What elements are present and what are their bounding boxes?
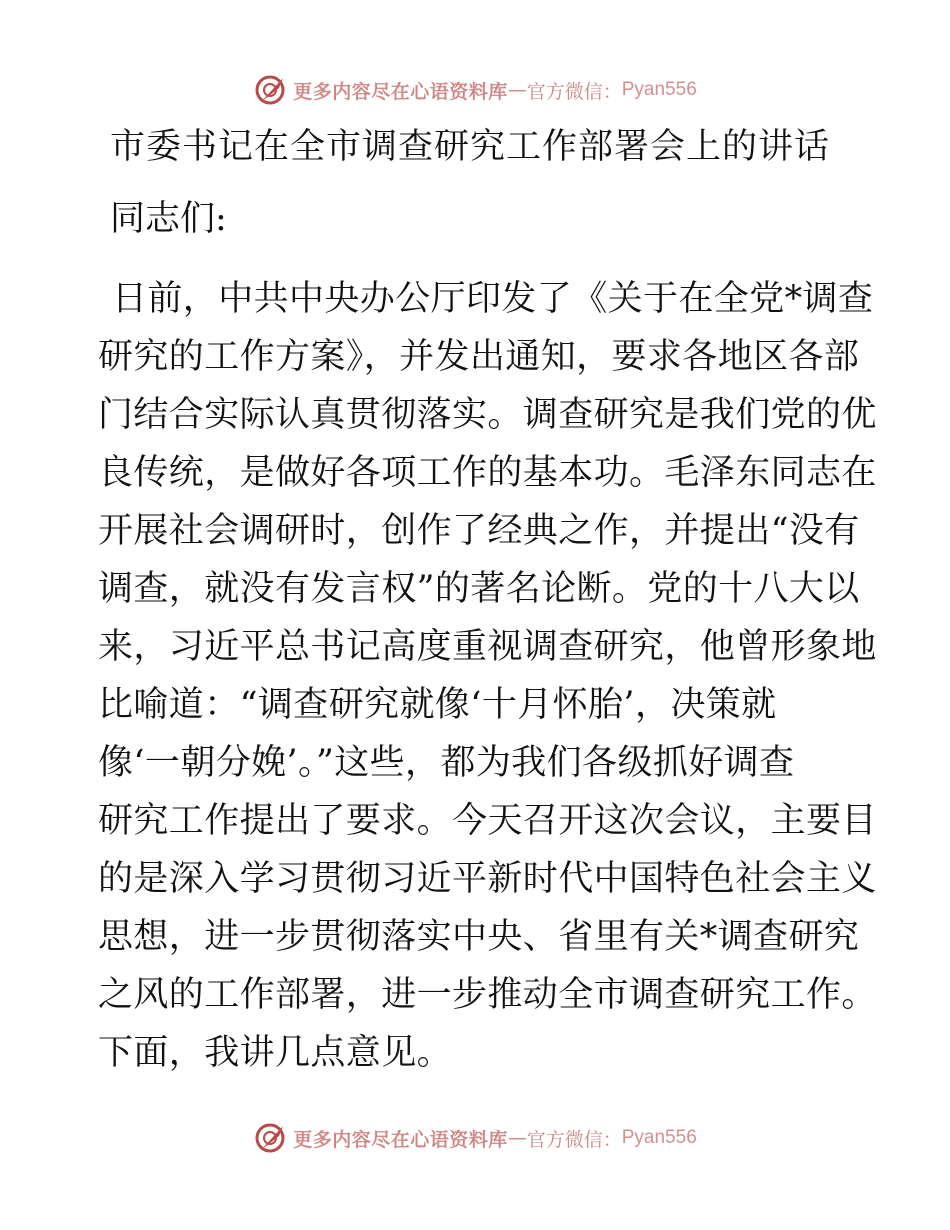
paragraph-line: 比喻道：“调查研究就像‘十月怀胎’，决策就 xyxy=(98,685,777,725)
watermark-brand-text: 更多内容尽在心语资料库 xyxy=(293,80,508,103)
quill-logo-icon xyxy=(253,72,289,108)
watermark-dash: — xyxy=(507,79,527,101)
paragraph-line: 研究工作提出了要求。今天召开这次会议，主要目 xyxy=(98,801,877,841)
watermark-wechat-label: 官方微信： xyxy=(526,80,622,103)
quill-logo-icon xyxy=(253,1120,289,1156)
paragraph-line: 日前，中共中央办公厅印发了《关于在全党*调查 xyxy=(112,279,874,319)
header-watermark xyxy=(0,70,950,110)
paragraph-line: 像‘一朝分娩’。”这些，都为我们各级抓好调查 xyxy=(98,743,795,783)
document-title: 市委书记在全市调查研究工作部署会上的讲话 xyxy=(110,127,831,167)
watermark-dash: — xyxy=(507,1127,527,1149)
paragraph-line: 研究的工作方案》，并发出通知，要求各地区各部 xyxy=(98,337,860,377)
paragraph-line: 思想，进一步贯彻落实中央、省里有关*调查研究 xyxy=(98,917,860,957)
body-paragraph xyxy=(98,270,877,1082)
watermark-wechat-id: Pyan556 xyxy=(621,1127,697,1148)
salutation: 同志们: xyxy=(110,199,227,239)
footer-watermark xyxy=(0,1118,950,1158)
paragraph-line: 良传统，是做好各项工作的基本功。毛泽东同志在 xyxy=(98,453,877,493)
watermark-wechat-id: Pyan556 xyxy=(621,79,697,100)
paragraph-line: 来，习近平总书记高度重视调查研究，他曾形象地 xyxy=(98,627,877,667)
paragraph-line: 门结合实际认真贯彻落实。调查研究是我们党的优 xyxy=(98,395,877,435)
watermark-brand-text: 更多内容尽在心语资料库 xyxy=(293,1128,508,1151)
paragraph-line: 之风的工作部署，进一步推动全市调查研究工作。 xyxy=(98,975,877,1015)
paragraph-line: 开展社会调研时，创作了经典之作，并提出“没有 xyxy=(98,511,860,551)
watermark-wechat-label: 官方微信： xyxy=(526,1128,622,1151)
paragraph-line: 调查，就没有发言权”的著名论断。党的十八大以 xyxy=(98,569,860,609)
paragraph-line: 的是深入学习贯彻习近平新时代中国特色社会主义 xyxy=(98,859,877,899)
paragraph-line: 下面，我讲几点意见。 xyxy=(98,1033,453,1073)
